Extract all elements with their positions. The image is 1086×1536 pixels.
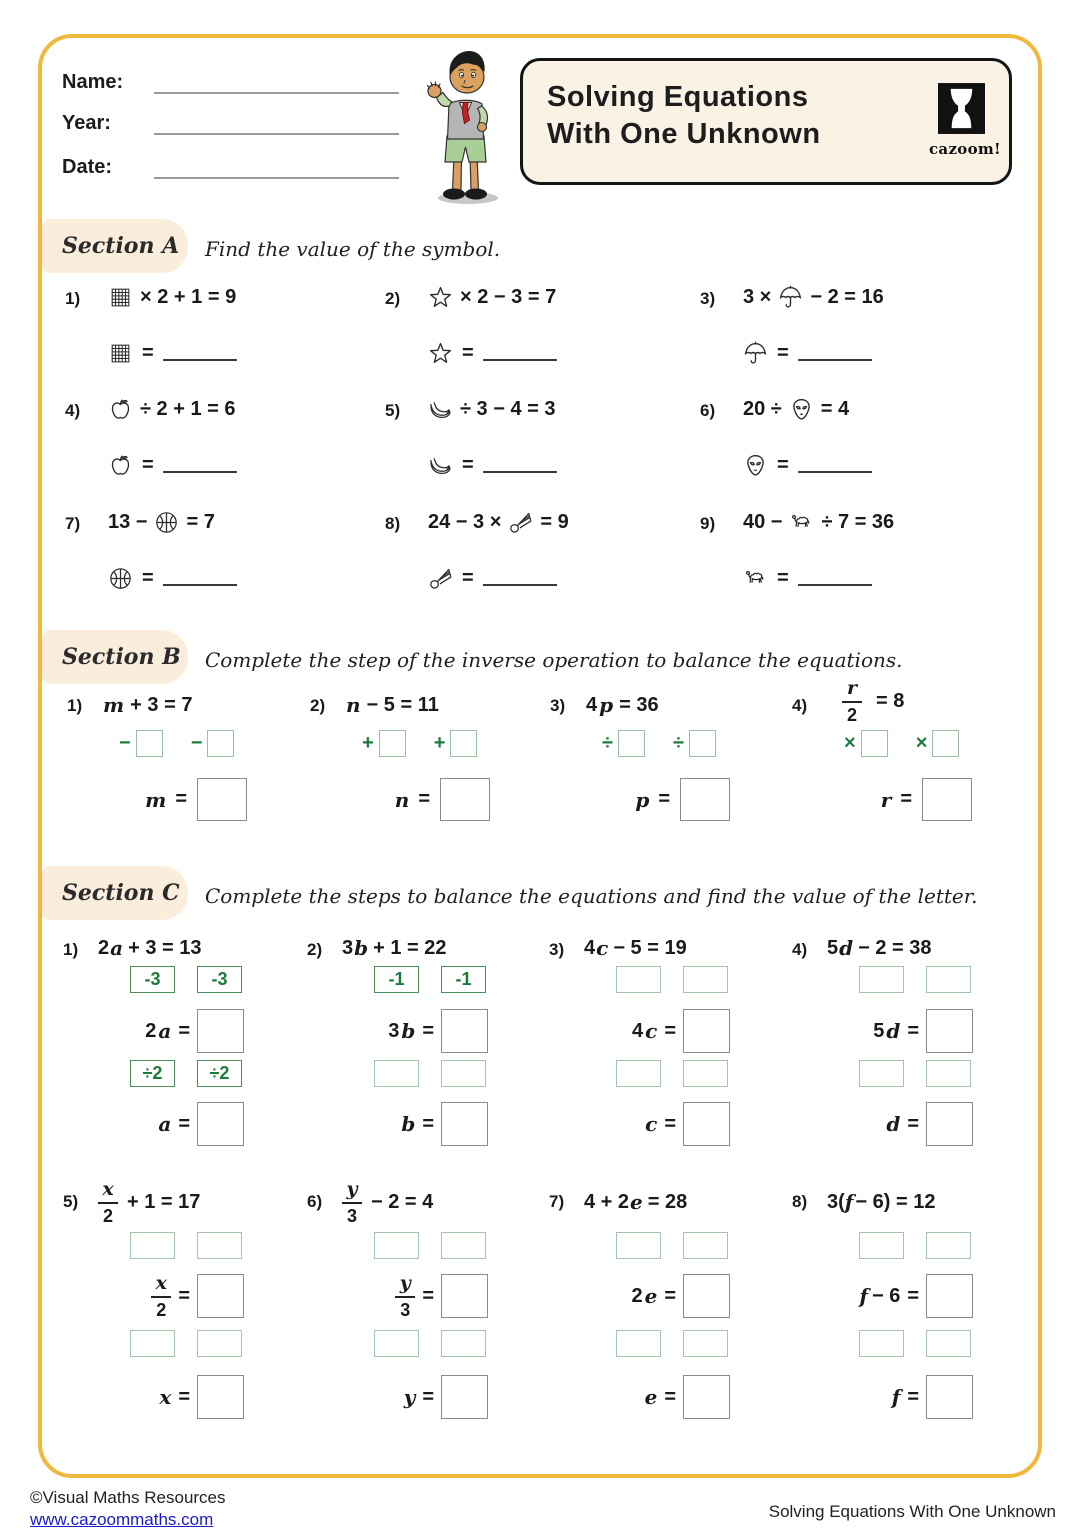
problem-b3: 3) 4 p = 36 ÷ ÷ p = [550,678,785,828]
mid-answer-box [683,1009,730,1053]
balance-step-box [926,1330,971,1357]
balance-step-box [926,1232,971,1259]
mid-step-label: 3 b = [388,1019,434,1043]
mid-step-label: 2 e = [631,1284,676,1308]
star-icon [428,341,453,366]
balance-step-box: -1 [374,966,419,993]
operation-box [689,730,716,757]
logo-wordmark: cazoom! [929,140,1001,158]
copyright-text: ©Visual Maths Resources [30,1488,226,1507]
problem-c3: 3) 4 c − 5 = 19 4 c = c = [544,936,784,1151]
balance-step-box: -3 [130,966,175,993]
balance-step-box: ÷2 [130,1060,175,1087]
answer-line: = [428,566,557,591]
operation-box [861,730,888,757]
website-link[interactable]: www.cazoommaths.com [30,1510,214,1529]
mid-answer-box [683,1274,730,1318]
grid-icon [108,341,133,366]
problem-a5: 5) ÷ 3 − 4 = 3 = [385,398,556,476]
camel-icon [743,566,768,591]
mid-step-label: $\frac{x}{2}$ = [58,1274,190,1318]
shuttlecock-icon [508,510,533,535]
answer-line: = [428,341,557,366]
problem-c5: 5) $\frac{x}{2}$ + 1 = 17 $\frac{x}{2}$ = x = [58,1180,298,1420]
camel-icon [789,510,814,535]
shuttlecock-icon [428,566,453,591]
problem-c1: 1) 2 a + 3 = 13 -3 -3 2 a = ÷2 ÷2 a = [58,936,298,1151]
equation: 40 − ÷ 7 = 36 [743,511,895,533]
answer-row: n = [310,778,490,821]
apple-icon [108,453,133,478]
answer-line: = [428,453,557,478]
problem-a6: 6) 20 ÷ = 4 = [698,397,1013,489]
problem-a8: 8) 24 − 3 × = 9 = [385,511,569,589]
equation: × 2 − 3 = 7 [428,285,556,310]
answer-box [683,1102,730,1146]
answer-box [926,1102,973,1146]
answer-line: = [743,341,872,366]
balance-step-box [683,1060,728,1087]
mid-answer-box [441,1009,488,1053]
balance-step-box [441,1060,486,1087]
balance-step-box [374,1060,419,1087]
banana-icon [428,397,453,422]
date-row [62,155,399,179]
mid-answer-box [197,1009,244,1053]
balance-step-box [441,1330,486,1357]
balance-step-box [683,966,728,993]
mid-answer-box [926,1274,973,1318]
balance-step-box [683,1330,728,1357]
answer-line: = [743,453,872,478]
year-label: Year: [62,112,111,134]
basketball-icon [108,566,133,591]
balance-step-box: -3 [197,966,242,993]
answer-box [922,778,972,821]
answer-label: f = [891,1385,919,1409]
balance-step-box [926,966,971,993]
name-blank-line [154,70,399,94]
basketball-icon [154,510,179,535]
drum-logo-icon [938,83,985,134]
equation: n − 5 = 11 [346,693,439,717]
answer-blank [483,347,557,361]
title-box [520,58,1012,185]
answer-box [197,778,247,821]
mid-step-label: 5 d = [873,1019,919,1043]
answer-line: = [108,453,237,478]
answer-row: m = [67,778,247,821]
equation: m + 3 = 7 [103,693,193,717]
student-boy-illustration [416,46,512,206]
name-row [62,70,399,94]
answer-label: d = [886,1112,919,1136]
balance-step-box [616,1330,661,1357]
problem-a4: 4) ÷ 2 + 1 = 6 = [65,398,236,476]
mid-step-label: 4 c = [632,1019,676,1043]
answer-box [440,778,490,821]
balance-step-box: -1 [441,966,486,993]
section-a-label: Section A [42,219,188,273]
answer-blank [798,459,872,473]
balance-step-box [616,1232,661,1259]
answer-blank [163,459,237,473]
equation: 3 b + 1 = 22 [342,936,447,960]
star-icon [428,285,453,310]
equation: 2 a + 3 = 13 [98,936,202,960]
balance-step-box [859,1060,904,1087]
answer-blank [798,572,872,586]
equation: 4 p = 36 [586,693,659,717]
year-row [62,111,399,135]
answer-line: = [743,566,872,591]
answer-blank [483,572,557,586]
operation-box [932,730,959,757]
answer-blank [483,459,557,473]
answer-label: a = [158,1112,190,1136]
problem-b2: 2) n − 5 = 11 + + n = [310,678,545,828]
answer-row: r = [792,778,972,821]
section-c-label: Section C [42,866,188,920]
answer-label: c = [645,1112,676,1136]
answer-box [680,778,730,821]
balance-step-box [130,1232,175,1259]
problem-a2: 2) × 2 − 3 = 7 = [385,286,557,364]
equation: 13 − = 7 [108,511,215,533]
equation: 24 − 3 × = 9 [428,511,569,533]
balance-step-box [374,1232,419,1259]
inverse-operation-row: + + [362,730,477,757]
name-label: Name: [62,71,124,93]
section-c-instruction: Complete the steps to balance the equations and find the value of the letter. [205,884,978,908]
inverse-operation-row: − − [119,730,234,757]
operation-box [207,730,234,757]
operation-box [618,730,645,757]
balance-step-box [859,1232,904,1259]
balance-step-box [683,1232,728,1259]
answer-line: = [108,566,237,591]
problem-a1: 1) × 2 + 1 = 9 = [65,286,237,364]
equation: $\frac{y}{3}$ − 2 = 4 [342,1180,433,1225]
banana-icon [428,453,453,478]
equation: ÷ 3 − 4 = 3 [428,397,556,422]
answer-box [197,1102,244,1146]
equation: $\frac{x}{2}$ + 1 = 17 [98,1180,200,1225]
equation: 5 d − 2 = 38 [827,936,932,960]
answer-label: x = [159,1385,190,1409]
answer-label: y = [403,1385,434,1409]
equation: 3( f − 6) = 12 [827,1190,936,1214]
section-a-instruction: Find the value of the symbol. [205,237,501,261]
answer-blank [798,347,872,361]
answer-box [441,1102,488,1146]
answer-label: b = [401,1112,434,1136]
problem-a9: 9) 40 − ÷ 7 = 36 = [700,511,895,589]
mid-step-label: 2 a = [145,1019,190,1043]
problem-c8: 8) 3( f − 6) = 12 f − 6 = f = [787,1180,1027,1420]
inverse-operation-row: × × [844,730,959,757]
section-b-label: Section B [42,630,188,684]
equation: 4 + 2 e = 28 [584,1190,688,1214]
umbrella-icon [778,285,803,310]
date-label: Date: [62,156,113,178]
answer-box [441,1375,488,1419]
answer-box [197,1375,244,1419]
problem-c6: 6) $\frac{y}{3}$ − 2 = 4 $\frac{y}{3}$ = y = [302,1180,542,1420]
mid-answer-box [197,1274,244,1318]
umbrella-icon [743,341,768,366]
answer-line: = [108,341,237,366]
answer-row: p = [550,778,730,821]
year-blank-line [154,111,399,135]
answer-box [926,1375,973,1419]
balance-step-box [616,1060,661,1087]
operation-box [379,730,406,757]
operation-box [136,730,163,757]
balance-step-box [926,1060,971,1087]
balance-step-box [374,1330,419,1357]
alien-icon [743,453,768,478]
mid-answer-box [441,1274,488,1318]
equation: 20 ÷ = 4 [743,398,850,420]
balance-step-box [859,966,904,993]
answer-blank [163,347,237,361]
mid-step-label: f − 6 = [859,1284,919,1308]
problem-c2: 2) 3 b + 1 = 22 -1 -1 3 b = b = [302,936,542,1151]
problem-a7: 7) 13 − = 7 = [63,510,378,602]
balance-step-box [441,1232,486,1259]
mid-step-label: $\frac{y}{3}$ = [302,1274,434,1318]
apple-icon [108,397,133,422]
balance-step-box [197,1232,242,1259]
cazoom-logo [929,83,1001,158]
worksheet-title: Solving Equations With One Unknown [547,81,821,150]
answer-blank [163,572,237,586]
section-b-instruction: Complete the step of the inverse operation to balance the equations. [205,648,903,672]
balance-step-box [130,1330,175,1357]
fraction: $\frac{y}{3}$ [342,1180,362,1225]
equation: × 2 + 1 = 9 [108,285,236,310]
equation: 4 c − 5 = 19 [584,936,687,960]
equation: $\frac{r}{2}$ = 8 [842,679,904,724]
balance-step-box [859,1330,904,1357]
equation: ÷ 2 + 1 = 6 [108,397,236,422]
answer-box [683,1375,730,1419]
balance-step-box [197,1330,242,1357]
inverse-operation-row: ÷ ÷ [602,730,716,757]
balance-step-box: ÷2 [197,1060,242,1087]
mid-answer-box [926,1009,973,1053]
grid-icon [108,285,133,310]
problem-a3: 3) 3 × − 2 = 16 = [700,286,884,364]
problem-b4: 4) $\frac{r}{2}$ = 8 × × r = [792,678,1027,828]
problem-b1: 1) m + 3 = 7 − − m = [67,678,302,828]
problem-c7: 7) 4 + 2 e = 28 2 e = e = [544,1180,784,1420]
answer-label: e = [644,1385,676,1409]
operation-box [450,730,477,757]
alien-icon [789,397,814,422]
date-blank-line [154,155,399,179]
fraction: $\frac{x}{2}$ [98,1180,118,1225]
equation: 3 × − 2 = 16 [743,286,884,308]
footer-worksheet-title: Solving Equations With One Unknown [768,1502,1056,1521]
fraction: $\frac{r}{2}$ [842,679,862,724]
balance-step-box [616,966,661,993]
problem-c4: 4) 5 d − 2 = 38 5 d = d = [787,936,1027,1151]
